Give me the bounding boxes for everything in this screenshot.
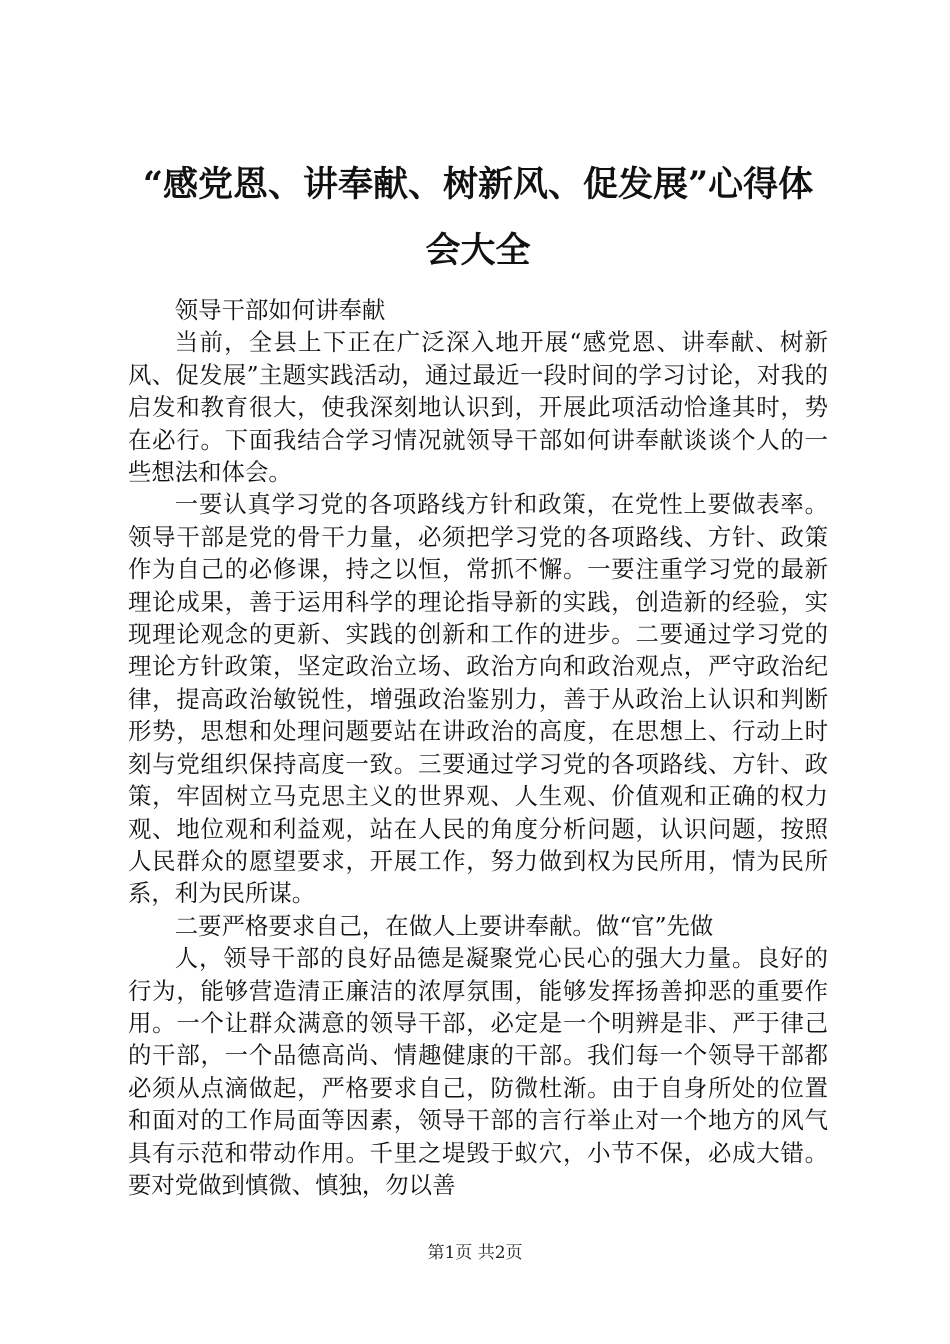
page-indicator: 第1页 共2页 <box>427 1243 523 1263</box>
paragraph-4: 人，领导干部的良好品德是凝聚党心民心的强大力量。良好的行为，能够营造清正廉洁的浓厚氛围，能够发挥扬善抑恶的重要作用。一个让群众满意的领导干部，必定是一个明辨是非、严于律己的干部，一个品德高尚、情趣健康的干部。我们每一个领导干部都必须从点滴做起，严格要求自己，防微杜渐。由于自身所处的位置和面对的工作局面等因素，领导干部的言行举止对一个地方的风气具有示范和带动作用。千里之堤毁于蚁穴，小节不保，必成大错。要对党做到慎微、慎独，勿以善 <box>128 944 828 1199</box>
paragraph-3: 二要严格要求自己，在做人上要讲奉献。做“官”先做 <box>174 911 714 940</box>
document-body <box>128 294 828 1201</box>
title-line-2: 会大全 <box>425 230 531 271</box>
paragraph-2: 一要认真学习党的各项路线方针和政策，在党性上要做表率。领导干部是党的骨干力量，必须把学习党的各项路线、方针、政策作为自己的必修课，持之以恒，常抓不懈。一要注重学习党的最新理论成果，善于运用科学的理论指导新的实践，创造新的经验，实现理论观念的更新、实践的创新和工作的进步。二要通过学习党的理论方针政策，坚定政治立场、政治方向和政治观点，严守政治纪律，提高政治敏锐性，增强政治鉴别力，善于从政治上认识和判断形势，思想和处理问题要站在讲政治的高度，在思想上、行动上时刻与党组织保持高度一致。三要通过学习党的各项路线、方针、政策，牢固树立马克思主义的世界观、人生观、价值观和正确的权力观、地位观和利益观，站在人民的角度分析问题，认识问题，按照人民群众的愿望要求，开展工作，努力做到权为民所用，情为民所系，利为民所谋。 <box>128 490 828 908</box>
paragraph-1: 当前，全县上下正在广泛深入地开展“感党恩、讲奉献、树新风、促发展”主题实践活动，通过最近一段时间的学习讨论，对我的启发和教育很大，使我深刻地认识到，开展此项活动恰逢其时，势在必行。下面我结合学习情况就领导干部如何讲奉献谈谈个人的一些想法和体会。 <box>128 328 828 487</box>
page-footer <box>0 1241 950 1265</box>
subheading: 领导干部如何讲奉献 <box>174 296 386 324</box>
document-page <box>128 152 828 1201</box>
document-title <box>128 152 828 284</box>
title-line-1: “感党恩、讲奉献、树新风、促发展”心得体 <box>142 164 814 205</box>
